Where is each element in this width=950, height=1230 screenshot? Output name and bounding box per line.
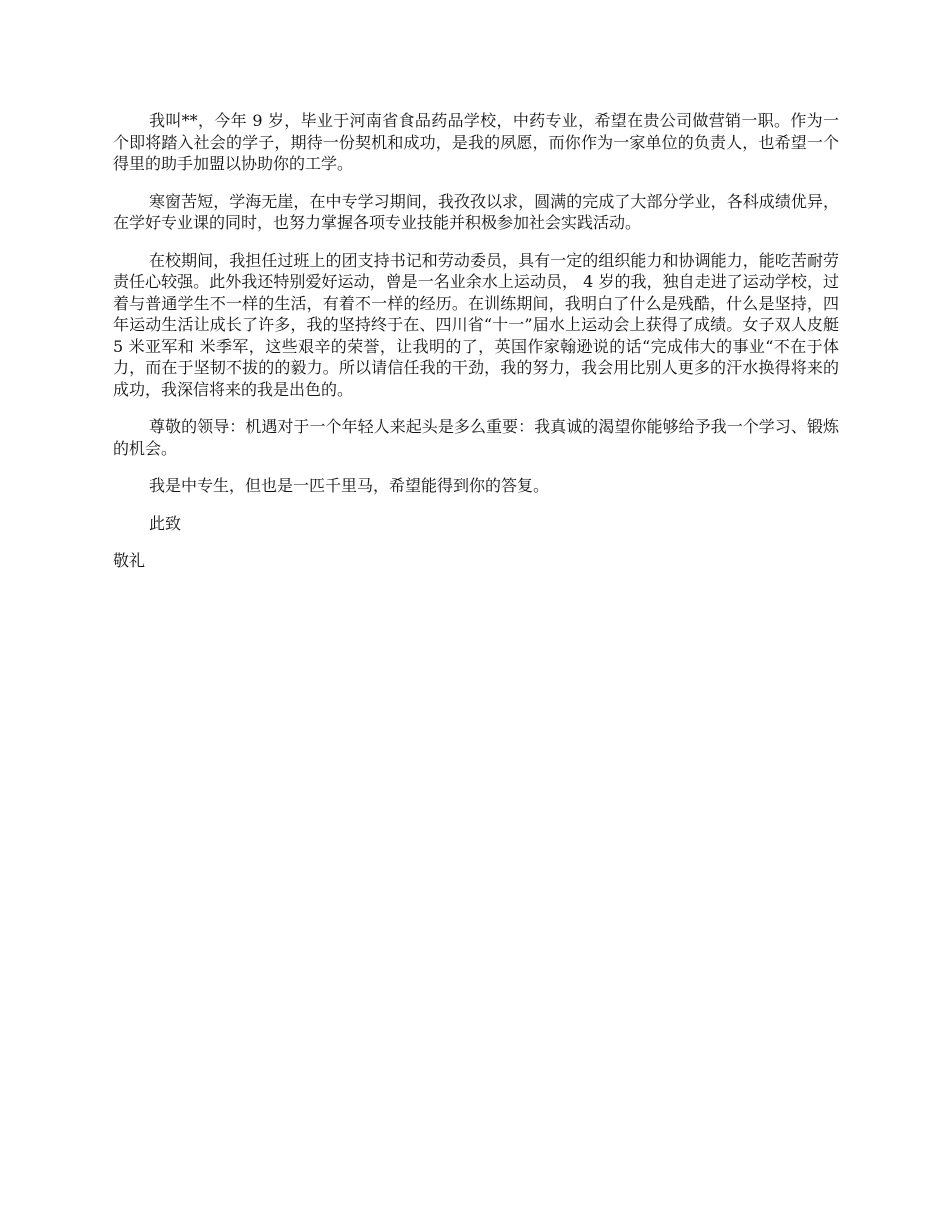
salutation-cizhi: 此致 [149,513,182,533]
paragraph-hope: 我是中专生，但也是一匹千里马，希望能得到你的答复。 [149,476,550,495]
paragraph-school-experience: 在校期间，我担任过班上的团支持书记和劳动委员，具有一定的组织能力和协调能力，能吃苦耐劳责任心较强。此外我还特别爱好运动，曾是一名业余水上运动员， 4 岁的我，独自走进了运动学校，过着与普通学生不一样的生活，有着不一样的经历。在训练期间，我明白了什么是残酷，什么是坚持，四年运动生活让成长了许多，我的坚持终于在、四川省“十一”届水上运动会上获得了成绩。女子双人皮艇 5 米亚军和 米季军，这些艰辛的荣誉，让我明的了，英国作家翰逊说的话“完成伟大的事业“不在于体力，而在于坚韧不拔的的毅力。所以请信任我的干劲，我的努力，我会用比别人更多的汗水换得将来的成功，我深信将来的我是出色的。 [113,250,839,399]
paragraph-introduction: 我叫**，今年 9 岁，毕业于河南省食品药品学校，中药专业，希望在贵公司做营销一职。作为一个即将踏入社会的学子，期待一份契机和成功，是我的夙愿，而你作为一家单位的负责人，也希望一个得里的助手加盟以协助你的工学。 [113,111,839,173]
document-page [113,110,839,588]
paragraph-request: 尊敬的领导：机遇对于一个年轻人来起头是多么重要：我真诚的渴望你能够给予我一个学习、锻炼的机会。 [113,417,839,458]
closing-jingli: 敬礼 [113,551,146,570]
paragraph-studies: 寒窗苦短，学海无崖，在中专学习期间，我孜孜以求，圆满的完成了大部分学业，各科成绩优异，在学好专业课的同时，也努力掌握各项专业技能并积极参加社会实践活动。 [113,191,839,232]
